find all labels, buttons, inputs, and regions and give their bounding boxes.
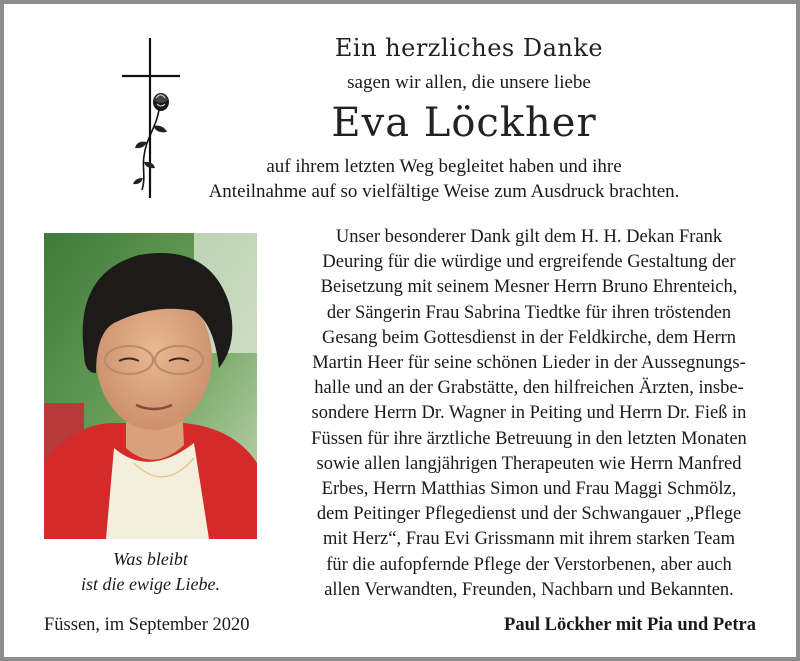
body-line: für die aufopfernde Pflege der Verstorbenen, aber auch (326, 554, 732, 575)
caption-line: Was bleibt (113, 549, 188, 569)
body-line: mit Herz“, Frau Evi Grissmann mit ihrem starken Team (323, 529, 735, 550)
thanks-body (266, 225, 792, 603)
intro-continuation-line: auf ihrem letzten Weg begleitet haben und ihre (266, 156, 622, 177)
body-line: der Sängerin Frau Sabrina Tiedtke für ihren tröstenden (326, 302, 732, 323)
deceased-name: Eva Löckher (331, 100, 597, 146)
body-line: Erbes, Herrn Matthias Simon und Frau Maggi Schmölz, (321, 479, 737, 500)
body-line: Deuring für die würdige und ergreifende Gestaltung der (322, 252, 736, 273)
body-line: allen Verwandten, Freunden, Nachbarn und Bekannten. (324, 579, 734, 600)
body-line: Unser besonderer Dank gilt dem H. H. Dekan Frank (335, 227, 723, 247)
portrait-photo (44, 233, 257, 539)
body-line: halle und an der Grabstätte, den hilfreichen Ärzten, insbe- (314, 378, 744, 399)
caption-line: ist die ewige Liebe. (81, 574, 220, 594)
body-line: Beisetzung mit seinem Mesner Herrn Bruno Ehrenteich, (320, 277, 738, 298)
body-line: dem Peitinger Pflegedienst und der Schwangauer „Pflege (316, 504, 742, 525)
body-line: sowie allen langjährigen Therapeuten wie Herrn Manfred (316, 453, 742, 474)
photo-caption (44, 547, 257, 597)
thank-you-heading: Ein herzliches Danke (334, 34, 604, 62)
body-line: Füssen für ihre ärztliche Betreuung in den letzten Monaten (311, 428, 747, 449)
body-line: Gesang beim Gottesdienst in der Feldkirche, dem Herrn (321, 327, 737, 348)
intro-line: sagen wir allen, die unsere liebe (347, 72, 591, 93)
place-date: Füssen, im September 2020 (44, 615, 250, 635)
body-line: sondere Herrn Dr. Wagner in Peiting und Herrn Dr. Fieß in (311, 403, 747, 424)
signature: Paul Löckher mit Pia und Petra (504, 615, 756, 635)
body-line: Martin Heer für seine schönen Lieder in der Aussegnungs- (312, 353, 746, 374)
intro-continuation-line: Anteilnahme auf so vielfältige Weise zum Ausdruck brachten. (208, 181, 680, 202)
intro-continuation (144, 154, 744, 204)
